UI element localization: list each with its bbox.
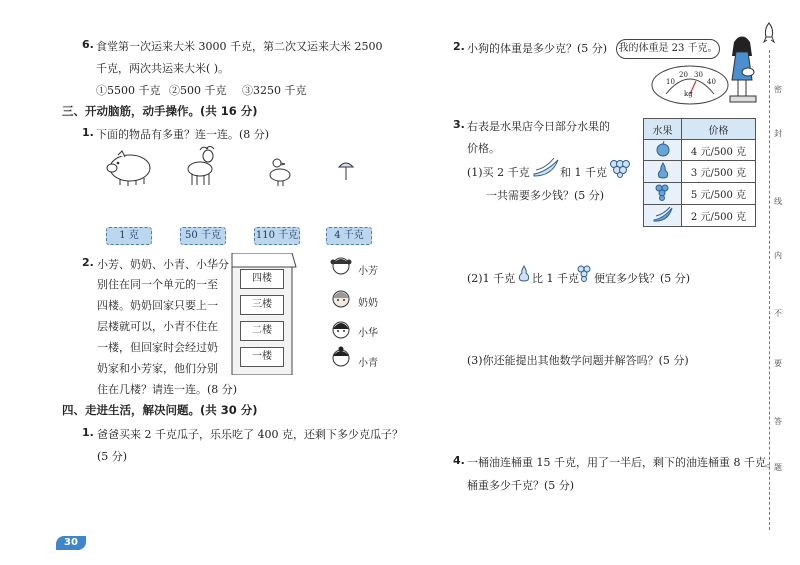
table-row	[644, 183, 756, 205]
sidebar-char: 封	[774, 129, 782, 138]
question-text-line: 别住在同一个单元的一至	[97, 278, 218, 291]
question-text: 爸爸买来 2 千克瓜子，乐乐吃了 400 克，还剩下多少克瓜子？	[97, 428, 403, 441]
question-text: 食堂第一次运来大米 3000 千克，第二次又运来大米 2500	[96, 40, 383, 53]
apple-icon	[655, 141, 671, 157]
speech-bubble: 我的体重是 23 千克。	[616, 39, 720, 59]
sub-question: 和 1 千克	[560, 166, 607, 179]
grapes-icon	[576, 264, 594, 282]
sidebar-char: 密	[774, 85, 782, 94]
pig-icon	[104, 148, 154, 188]
price-cell: 4 元/500 克	[682, 140, 756, 161]
cut-line	[769, 50, 770, 530]
question-number: 6.	[82, 38, 94, 51]
question-text: 价格。	[467, 142, 500, 155]
sidebar-char: 内	[774, 251, 782, 260]
pear-icon	[516, 264, 532, 282]
sub-question: 一共需要多少钱？(5 分)	[486, 189, 605, 202]
floor-4[interactable]: 四楼	[240, 269, 284, 289]
question-number: 1.	[82, 426, 94, 439]
scale-tick: 40	[707, 78, 716, 86]
sub-question: 便宜多少钱？(5 分)	[594, 272, 691, 285]
weighing-scale	[650, 64, 730, 106]
weight-label-1g[interactable]: 1 克	[106, 227, 152, 245]
weight-label-4kg[interactable]: 4 千克	[326, 227, 372, 245]
grandma-avatar-icon	[330, 287, 352, 309]
sidebar-char: 不	[774, 309, 782, 318]
sidebar-char: 题	[774, 463, 782, 472]
sub-question: (2)1 千克	[467, 272, 516, 285]
question-number: 2.	[82, 256, 94, 269]
floor-2[interactable]: 二楼	[240, 321, 284, 341]
weight-label-50kg[interactable]: 50 千克	[180, 227, 226, 245]
page-number: 30	[56, 536, 86, 550]
question-text-line: 四楼。奶奶回家只要上一	[97, 299, 218, 312]
sub-question: 比 1 千克	[532, 272, 579, 285]
banana-icon	[532, 158, 560, 178]
question-text: 右表是水果店今日部分水果的	[467, 120, 610, 133]
question-text: 小狗的体重是多少克？(5 分)	[467, 42, 608, 55]
girl-avatar-icon	[330, 346, 352, 368]
question-text-line: 层楼就可以，小青不住在	[97, 320, 218, 333]
section-title: 三、开动脑筋，动手操作。(共 16 分)	[62, 104, 258, 118]
rocket-icon	[762, 22, 776, 44]
question-number: 3.	[453, 118, 465, 131]
table-row	[644, 205, 756, 227]
sub-question: (3)你还能提出其他数学问题并解答吗？(5 分)	[467, 354, 689, 367]
scale-unit: kg	[684, 90, 693, 98]
person-name[interactable]: 奶奶	[358, 298, 378, 309]
table-header: 水果	[644, 119, 682, 140]
grapes-icon	[608, 158, 630, 178]
scale-tick: 20	[679, 71, 688, 79]
banana-icon	[652, 205, 674, 223]
option-2: ②500 千克	[169, 84, 227, 97]
weight-label-110kg[interactable]: 110 千克	[254, 227, 300, 245]
chick-icon	[266, 156, 294, 188]
question-text: 下面的物品有多重？连一连。(8 分)	[96, 128, 270, 141]
question-text: (5 分)	[97, 450, 128, 463]
person-name[interactable]: 小青	[358, 358, 378, 369]
girl-avatar-icon	[330, 254, 352, 276]
section-title: 四、走进生活，解决问题。(共 30 分)	[62, 403, 258, 417]
sub-question: (1)买 2 千克	[467, 166, 530, 179]
building	[226, 253, 298, 375]
person-name[interactable]: 小芳	[358, 266, 378, 277]
question-text-line: 小芳、奶奶、小青、小华分	[97, 258, 229, 271]
sidebar-char: 答	[774, 417, 782, 426]
floor-1[interactable]: 一楼	[240, 347, 284, 367]
table-row	[644, 140, 756, 161]
cotton-swab-icon	[336, 160, 356, 182]
question-text: 千克，两次共运来大米( )。	[96, 62, 230, 75]
option-1: ①5500 千克	[96, 84, 161, 97]
scale-tick: 30	[694, 71, 703, 79]
price-cell: 5 元/500 克	[682, 183, 756, 205]
question-text-line: 奶家和小芳家，他们分别	[97, 362, 218, 375]
option-3: ③3250 千克	[242, 84, 307, 97]
grapes-icon	[654, 183, 672, 201]
scale-tick: 10	[666, 78, 675, 86]
question-text: 桶重多少千克？(5 分)	[467, 479, 575, 492]
question-text-line: 一楼，但回家时会经过奶	[97, 341, 218, 354]
question-text: 一桶油连桶重 15 千克，用了一半后，剩下的油连桶重 8 千克。	[467, 456, 777, 469]
sidebar-char: 线	[774, 197, 782, 206]
pear-icon	[655, 161, 671, 179]
fruit-price-table	[643, 118, 756, 227]
table-row	[644, 161, 756, 183]
boy-avatar-icon	[330, 318, 352, 340]
question-number: 4.	[453, 454, 465, 467]
price-cell: 3 元/500 克	[682, 161, 756, 183]
question-number: 2.	[453, 40, 465, 53]
price-cell: 2 元/500 克	[682, 205, 756, 227]
goat-icon	[184, 143, 224, 188]
sidebar-char: 要	[774, 359, 782, 368]
table-header: 价格	[682, 119, 756, 140]
question-text-line: 住在几楼？请连一连。(8 分)	[97, 383, 238, 396]
question-number: 1.	[82, 126, 94, 139]
person-name[interactable]: 小华	[358, 328, 378, 339]
floor-3[interactable]: 三楼	[240, 295, 284, 315]
girl-with-dog-icon	[726, 34, 760, 106]
